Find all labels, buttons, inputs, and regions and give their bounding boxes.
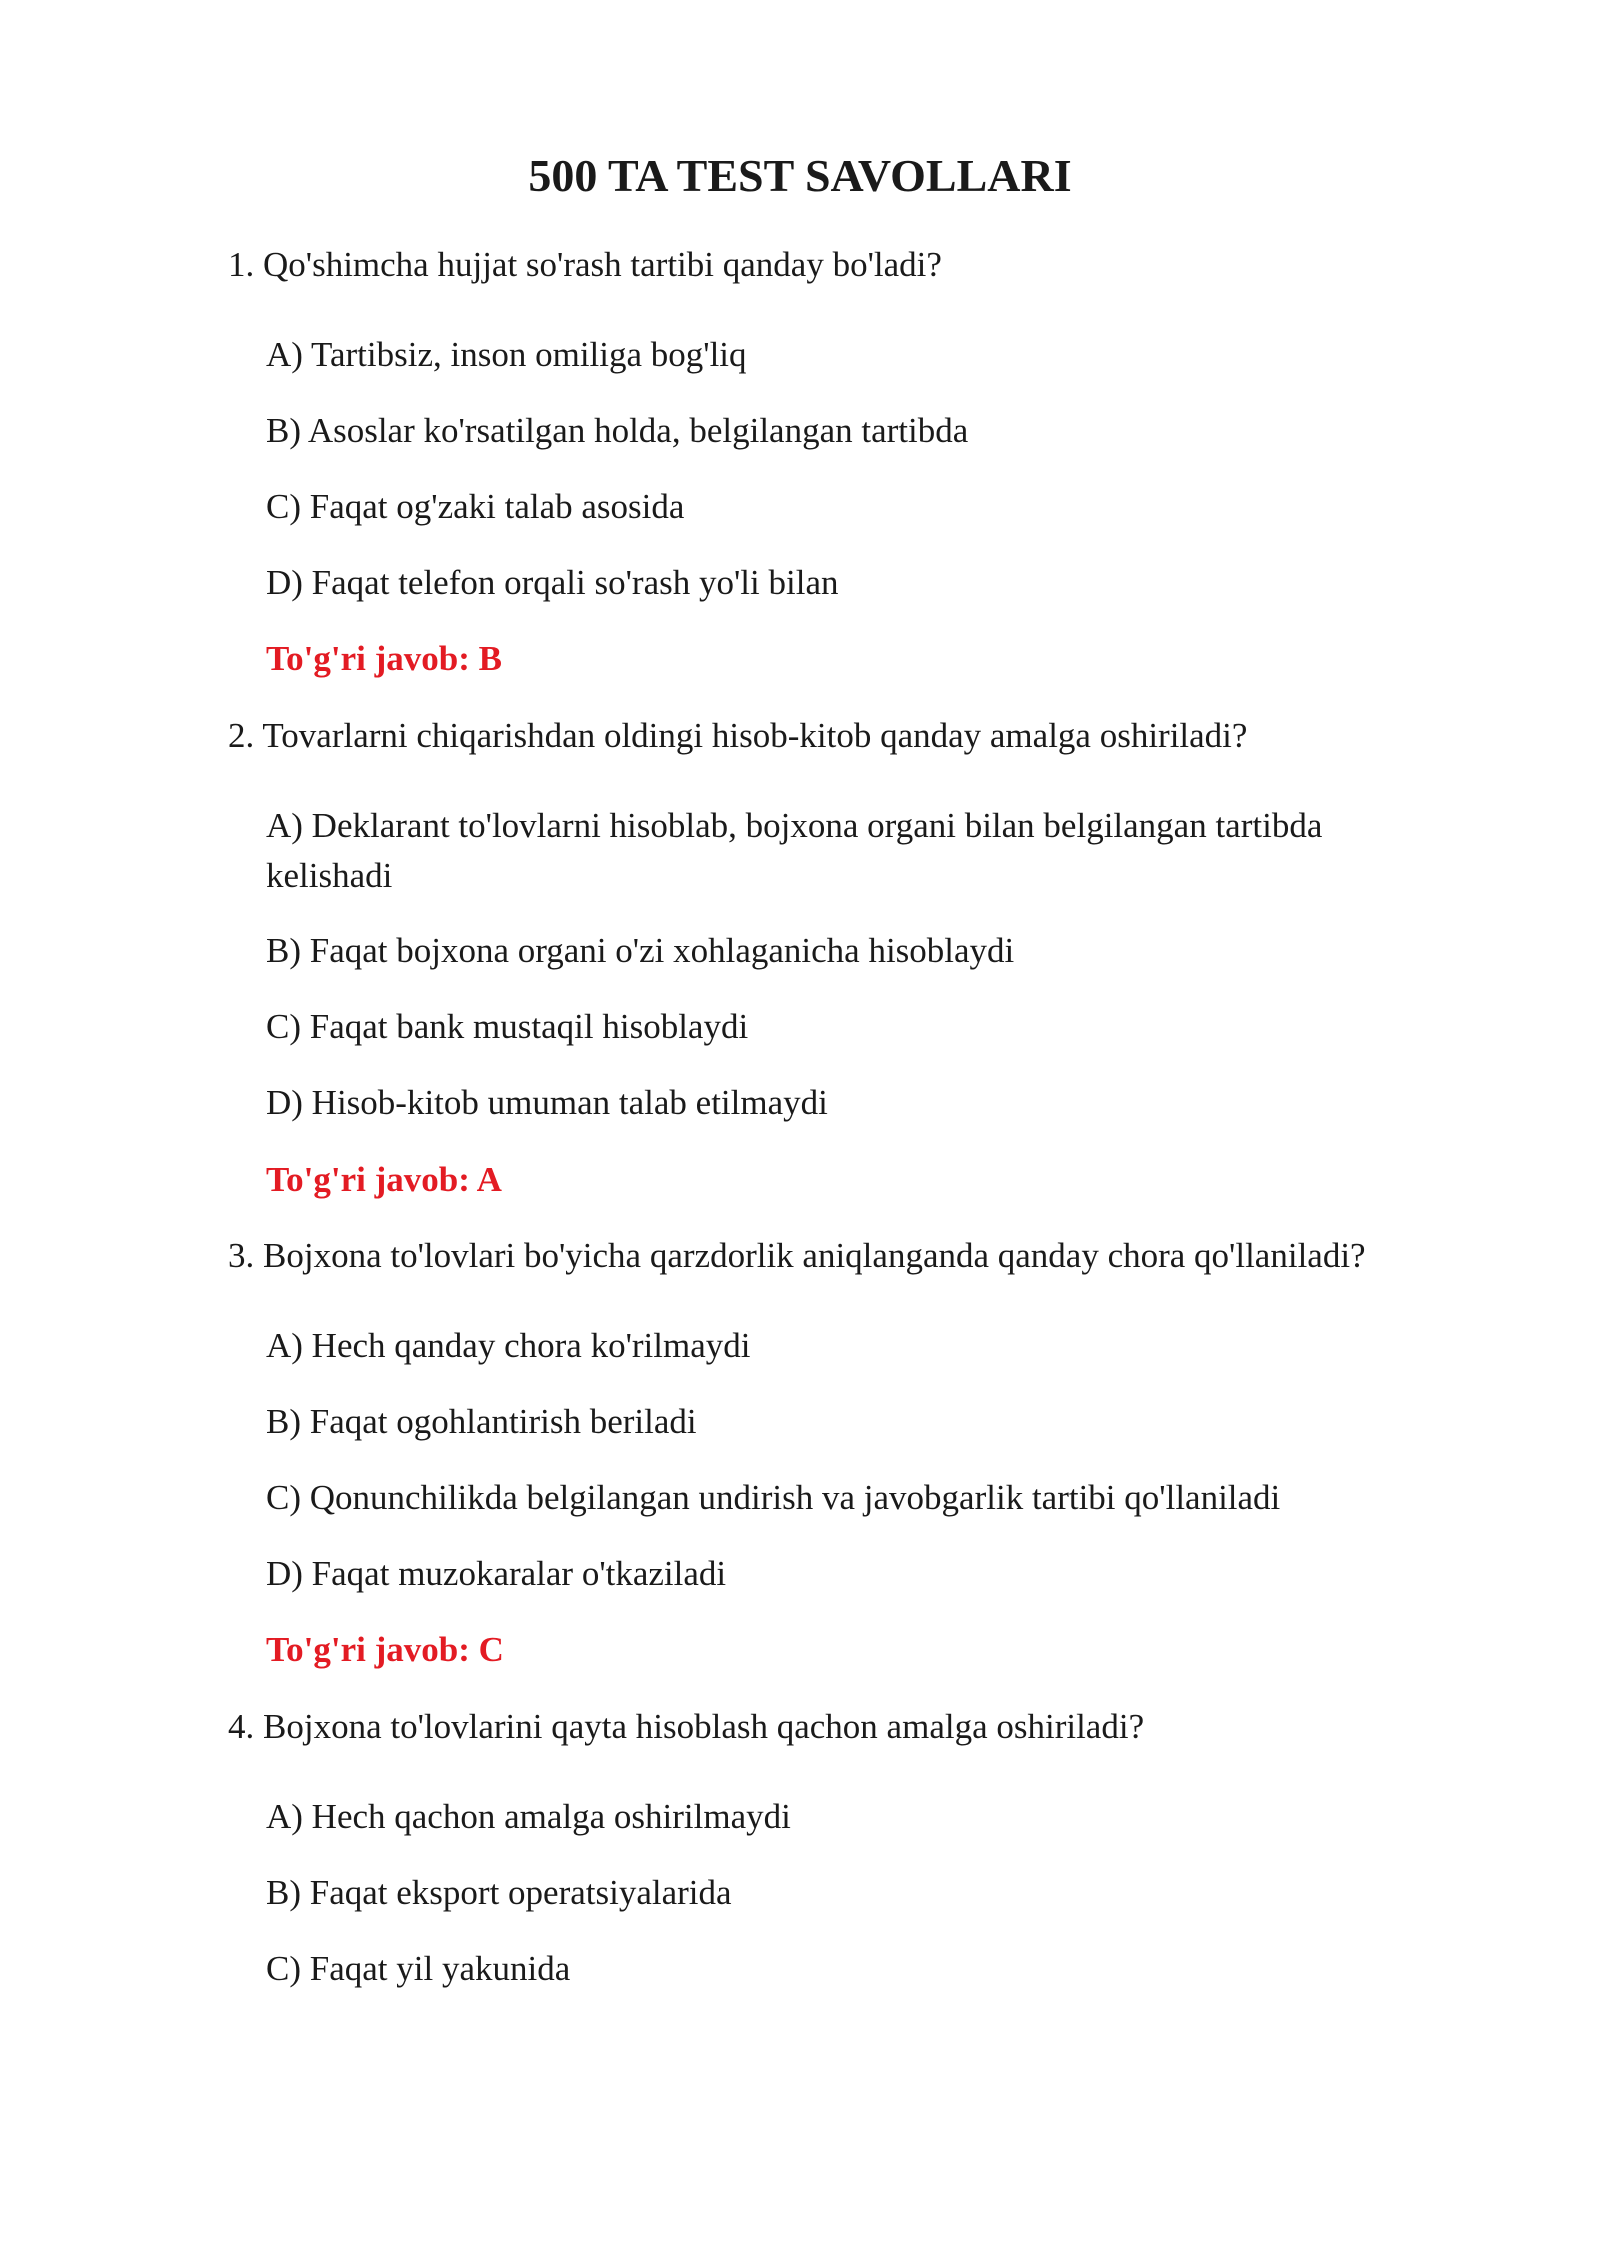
question-3-option-d: D) Faqat muzokaralar o'tkaziladi — [266, 1554, 727, 1593]
question-1-option-a: A) Tartibsiz, inson omiliga bog'liq — [266, 335, 747, 374]
question-3-answer: To'g'ri javob: C — [266, 1630, 504, 1669]
question-1-text: 1. Qo'shimcha hujjat so'rash tartibi qanday bo'ladi? — [228, 245, 942, 284]
question-3-option-a: A) Hech qanday chora ko'rilmaydi — [266, 1326, 751, 1365]
question-1-answer: To'g'ri javob: B — [266, 639, 502, 678]
question-2-option-b: B) Faqat bojxona organi o'zi xohlaganicha hisoblaydi — [266, 931, 1015, 970]
page-title: 500 TA TEST SAVOLLARI — [528, 150, 1072, 201]
question-3-option-c: C) Qonunchilikda belgilangan undirish va javobgarlik tartibi qo'llaniladi — [266, 1478, 1281, 1517]
question-1-option-d: D) Faqat telefon orqali so'rash yo'li bilan — [266, 563, 839, 602]
question-2-option-d: D) Hisob-kitob umuman talab etilmaydi — [266, 1083, 828, 1122]
question-1-option-b: B) Asoslar ko'rsatilgan holda, belgilangan tartibda — [266, 411, 969, 450]
question-4-option-b: B) Faqat eksport operatsiyalarida — [266, 1873, 732, 1912]
question-3-text: 3. Bojxona to'lovlari bo'yicha qarzdorlik aniqlanganda qanday chora qo'llaniladi? — [228, 1236, 1366, 1275]
question-2-option-a: A) Deklarant to'lovlarni hisoblab, bojxona organi bilan belgilangan tartibda kelishadi — [266, 806, 1323, 895]
question-2-option-c: C) Faqat bank mustaqil hisoblaydi — [266, 1007, 749, 1046]
question-2-answer: To'g'ri javob: A — [266, 1160, 502, 1199]
question-2-text: 2. Tovarlarni chiqarishdan oldingi hisob-kitob qanday amalga oshiriladi? — [228, 716, 1248, 755]
question-1-option-c: C) Faqat og'zaki talab asosida — [266, 487, 685, 526]
question-3-option-b: B) Faqat ogohlantirish beriladi — [266, 1402, 697, 1441]
question-4-text: 4. Bojxona to'lovlarini qayta hisoblash qachon amalga oshiriladi? — [228, 1707, 1145, 1746]
question-4-option-c: C) Faqat yil yakunida — [266, 1949, 571, 1988]
question-4-option-a: A) Hech qachon amalga oshirilmaydi — [266, 1797, 791, 1836]
